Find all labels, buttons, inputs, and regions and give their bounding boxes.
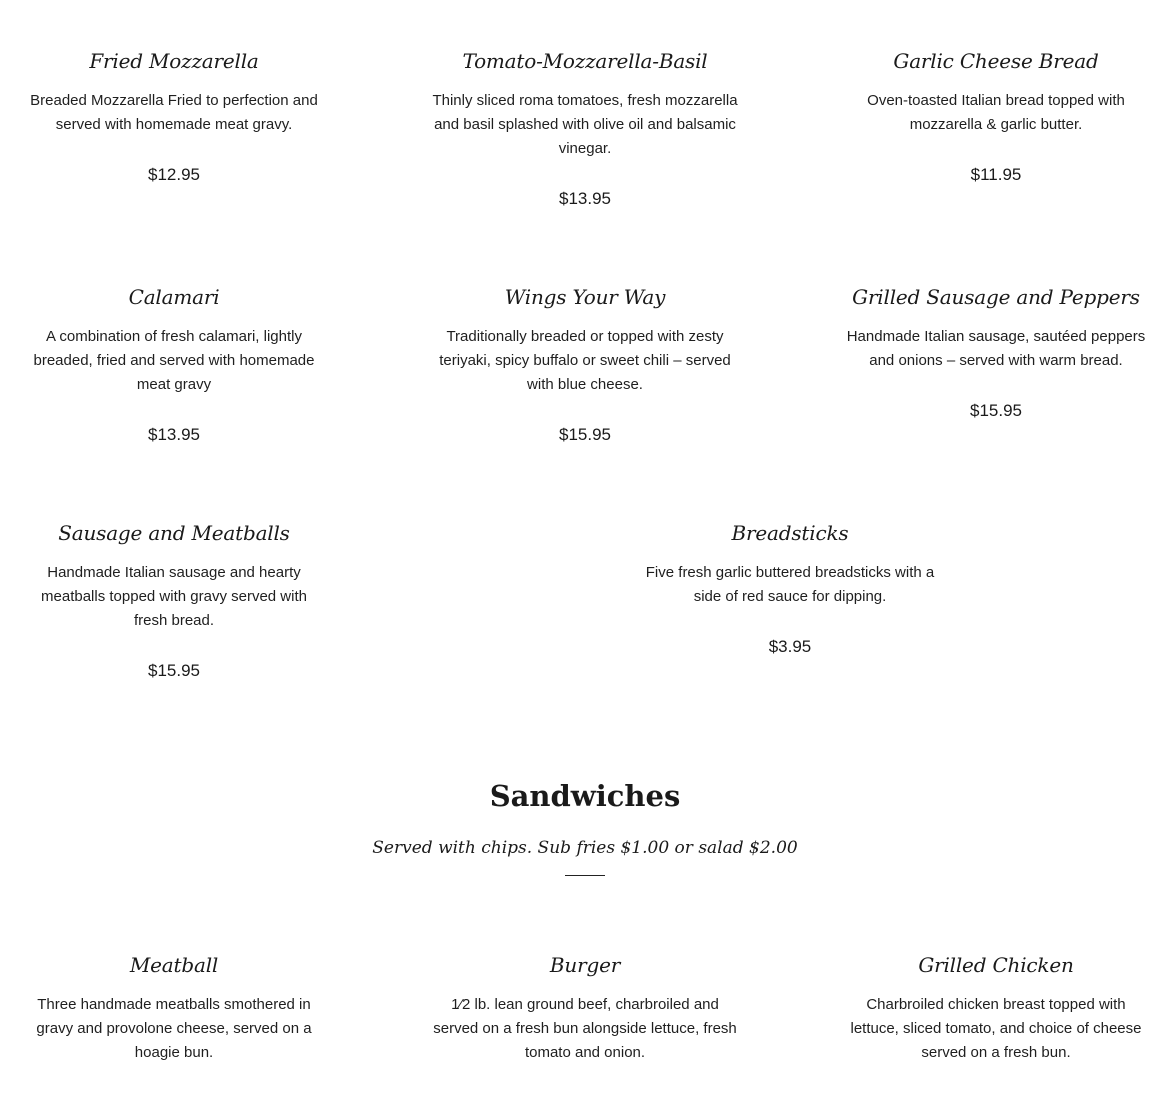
menu-item-garlic-cheese-bread [846,49,1146,187]
menu-item-price: $13.95 [148,425,200,444]
menu-item-name: Fried Mozzarella [89,49,259,73]
menu-item-name: Calamari [128,285,220,309]
section-subtitle: Served with chips. Sub fries $1.00 or salad $2.00 [372,838,798,858]
menu-item-name: Meatball [129,953,219,977]
menu-item-calamari [24,285,324,447]
menu-item-sausage-and-meatballs [24,521,324,683]
menu-item-description: 1⁄2 lb. lean ground beef, charbroiled and served on a fresh bun alongside lettuce, fresh tomato and onion. [433,996,737,1061]
menu-item-description: A combination of fresh calamari, lightly breaded, fried and served with homemade meat gravy [33,328,315,393]
menu-item-description: Traditionally breaded or topped with zesty teriyaki, spicy buffalo or sweet chili – served with blue cheese. [439,328,731,393]
menu-item-description: Charbroiled chicken breast topped with lettuce, sliced tomato, and choice of cheese served on a fresh bun. [850,996,1142,1061]
menu-item-price: $13.95 [559,189,611,208]
menu-item-fried-mozzarella [24,49,324,187]
menu-item-name: Burger [549,953,621,977]
menu-item-wings-your-way [425,285,745,447]
menu-item-description: Three handmade meatballs smothered in gravy and provolone cheese, served on a hoagie bun. [36,996,312,1061]
menu-item-name: Garlic Cheese Bread [893,49,1099,73]
menu-item-price: $3.95 [768,637,812,656]
menu-item-price: $15.95 [970,401,1022,420]
menu-item-price: $15.95 [559,425,611,444]
section-divider [565,875,605,876]
menu-item-burger [425,953,745,1065]
menu-item-description: Breaded Mozzarella Fried to perfection and served with homemade meat gravy. [30,92,318,133]
menu-item-tomato-mozzarella-basil [425,49,745,211]
menu-item-name: Wings Your Way [504,285,666,309]
menu-item-name: Grilled Sausage and Peppers [852,285,1140,309]
menu-item-grilled-sausage-and-peppers [841,285,1151,423]
menu-item-name: Grilled Chicken [918,953,1074,977]
menu-item-description: Handmade Italian sausage, sautéed peppers and onions – served with warm bread. [846,328,1146,369]
section-title: Sandwiches [489,779,681,813]
menu-item-price: $15.95 [148,661,200,680]
menu-item-price: $11.95 [970,165,1022,184]
menu-item-description: Thinly sliced roma tomatoes, fresh mozzarella and basil splashed with olive oil and balsamic vinegar. [432,92,738,157]
menu-item-grilled-chicken [846,953,1146,1065]
menu-item-name: Tomato-Mozzarella-Basil [462,49,708,73]
menu-item-price: $12.95 [148,165,200,184]
menu-item-meatball [24,953,324,1065]
menu-item-description: Oven-toasted Italian bread topped with mozzarella & garlic butter. [867,92,1125,133]
menu-item-description: Five fresh garlic buttered breadsticks with a side of red sauce for dipping. [645,564,935,605]
menu-item-name: Sausage and Meatballs [58,521,290,545]
menu-item-breadsticks [635,521,945,659]
menu-item-name: Breadsticks [731,521,849,545]
menu-item-description: Handmade Italian sausage and hearty meatballs topped with gravy served with fresh bread. [41,564,307,629]
